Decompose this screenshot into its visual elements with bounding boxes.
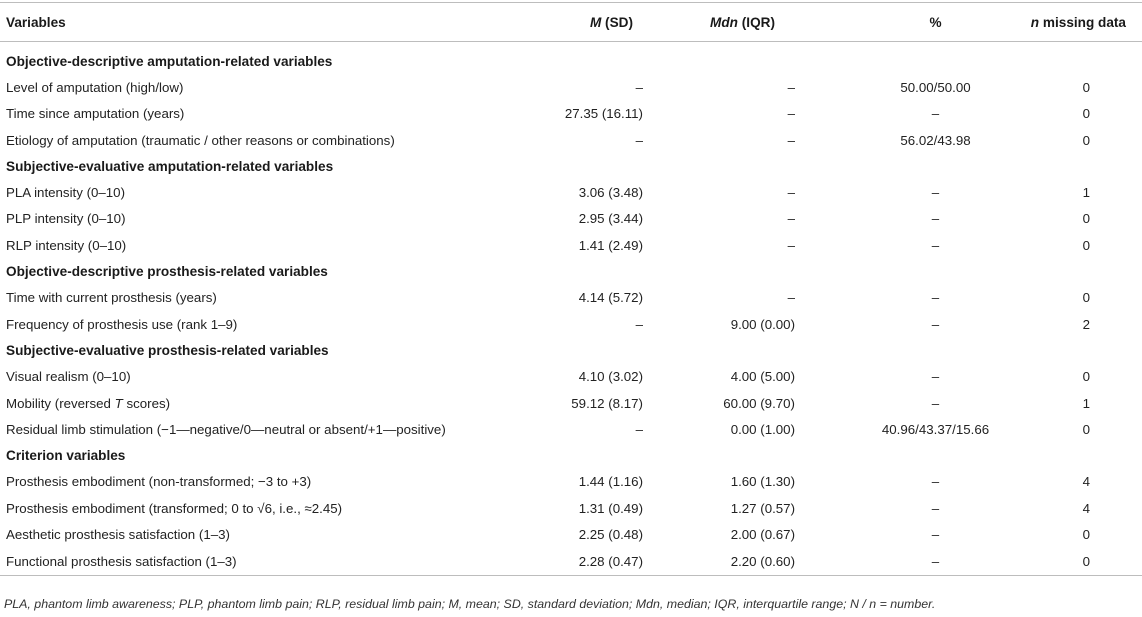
table-row	[0, 74, 1142, 100]
missing-cell: 0	[1082, 526, 1090, 542]
mean-sd-cell: 27.35 (16.11)	[564, 106, 643, 122]
percent-cell: –	[931, 290, 940, 306]
missing-cell: 4	[1082, 500, 1090, 516]
header-n-label: n	[1030, 14, 1040, 30]
mean-sd-cell: 1.44 (1.16)	[578, 474, 643, 490]
table-row	[0, 179, 1142, 205]
missing-cell: 0	[1082, 211, 1090, 227]
table-row	[0, 469, 1142, 495]
table-row	[0, 101, 1142, 127]
table-row	[0, 285, 1142, 311]
variable-cell: Prosthesis embodiment (transformed; 0 to √6, i.e., ≈2.45)	[6, 500, 343, 516]
median-iqr-cell: –	[787, 106, 795, 122]
variable-cell: Time since amputation (years)	[6, 106, 185, 122]
percent-cell: –	[931, 211, 940, 227]
header-missing	[990, 3, 1142, 42]
missing-cell: 0	[990, 548, 1142, 576]
variable-cell: Level of amputation (high/low)	[6, 79, 184, 95]
variable-cell: Functional prosthesis satisfaction (1–3)	[0, 548, 502, 576]
percent-cell: 56.02/43.98	[900, 132, 971, 148]
variable-cell: RLP intensity (0–10)	[6, 237, 127, 253]
section-header-row	[0, 42, 1142, 75]
mean-sd-cell: 2.95 (3.44)	[578, 211, 643, 227]
missing-cell: 1	[1082, 395, 1090, 411]
table-row	[0, 548, 1142, 576]
table-header	[0, 3, 1142, 42]
percent-cell: –	[931, 316, 940, 332]
mean-sd-cell: –	[635, 316, 643, 332]
section-header-row	[0, 337, 1142, 363]
header-mean-sd	[502, 3, 685, 42]
percent-cell: –	[833, 548, 990, 576]
header-sd-label: (SD)	[605, 14, 633, 30]
table-row	[0, 311, 1142, 337]
variable-cell: Etiology of amputation (traumatic / other reasons or combinations)	[6, 132, 395, 148]
variable-cell: Residual limb stimulation (−1—negative/0—neutral or absent/+1—positive)	[6, 421, 446, 437]
table-row	[0, 364, 1142, 390]
percent-cell: –	[931, 106, 940, 122]
section-title: Subjective-evaluative prosthesis-related variables	[6, 342, 329, 358]
section-title: Subjective-evaluative amputation-related variables	[6, 158, 334, 174]
missing-cell: 0	[1082, 421, 1090, 437]
missing-cell: 4	[1082, 474, 1090, 490]
variable-cell: Frequency of prosthesis use (rank 1–9)	[6, 316, 238, 332]
header-percent: %	[833, 3, 990, 42]
median-iqr-cell: 4.00 (5.00)	[730, 369, 795, 385]
median-iqr-cell: 1.60 (1.30)	[730, 474, 795, 490]
median-iqr-cell: –	[787, 290, 795, 306]
percent-cell: –	[931, 369, 940, 385]
median-iqr-cell: –	[787, 185, 795, 201]
table-row	[0, 206, 1142, 232]
percent-cell: –	[931, 526, 940, 542]
missing-cell: 0	[1082, 79, 1090, 95]
mean-sd-cell: 59.12 (8.17)	[571, 395, 643, 411]
missing-cell: 0	[1082, 132, 1090, 148]
percent-cell: –	[931, 474, 940, 490]
median-iqr-cell: 9.00 (0.00)	[730, 316, 795, 332]
percent-cell: –	[931, 237, 940, 253]
median-iqr-cell: 0.00 (1.00)	[730, 421, 795, 437]
table-row	[0, 416, 1142, 442]
missing-cell: 1	[1082, 185, 1090, 201]
variable-cell: Visual realism (0–10)	[6, 369, 131, 385]
missing-cell: 0	[1082, 369, 1090, 385]
mean-sd-cell: 1.31 (0.49)	[578, 500, 643, 516]
variable-cell: Time with current prosthesis (years)	[6, 290, 217, 306]
table-row	[0, 232, 1142, 258]
percent-cell: –	[931, 185, 940, 201]
variable-cell: PLA intensity (0–10)	[6, 185, 126, 201]
table-row	[0, 390, 1142, 416]
table-row	[0, 127, 1142, 153]
median-iqr-cell: 2.20 (0.60)	[685, 548, 833, 576]
median-iqr-cell: 2.00 (0.67)	[730, 526, 795, 542]
mean-sd-cell: 4.10 (3.02)	[578, 369, 643, 385]
median-iqr-cell: –	[787, 79, 795, 95]
variable-cell: Prosthesis embodiment (non-transformed; −3 to +3)	[6, 474, 312, 490]
descriptive-statistics-table	[0, 2, 1142, 576]
variable-cell: PLP intensity (0–10)	[6, 211, 126, 227]
mean-sd-cell: 2.28 (0.47)	[502, 548, 685, 576]
missing-cell: 2	[1082, 316, 1090, 332]
median-iqr-cell: –	[787, 237, 795, 253]
table-footnote: PLA, phantom limb awareness; PLP, phantom limb pain; RLP, residual limb pain; M, mean; SD, standard deviation; Mdn, median; IQR, interquartile range; N / n = number.	[4, 597, 936, 611]
mean-sd-cell: 1.41 (2.49)	[578, 237, 643, 253]
median-iqr-cell: –	[787, 132, 795, 148]
header-iqr-label: (IQR)	[741, 14, 775, 30]
header-variables: Variables	[0, 3, 502, 42]
header-missing-label: missing data	[1042, 14, 1126, 30]
missing-cell: 0	[1082, 290, 1090, 306]
percent-cell: 40.96/43.37/15.66	[881, 421, 990, 437]
header-mean-label: M	[589, 14, 602, 30]
mean-sd-cell: 3.06 (3.48)	[578, 185, 643, 201]
variable-cell: Mobility (reversed T scores)	[6, 395, 171, 411]
missing-cell: 0	[1082, 237, 1090, 253]
median-iqr-cell: –	[787, 211, 795, 227]
mean-sd-cell: 4.14 (5.72)	[578, 290, 643, 306]
percent-cell: 50.00/50.00	[900, 79, 971, 95]
header-row	[0, 3, 1142, 42]
median-iqr-cell: 1.27 (0.57)	[730, 500, 795, 516]
section-header-row	[0, 258, 1142, 284]
header-median-iqr	[685, 3, 833, 42]
mean-sd-cell: –	[635, 421, 643, 437]
header-median-label: Mdn	[710, 14, 738, 30]
section-title: Criterion variables	[6, 448, 126, 464]
mean-sd-cell: –	[635, 132, 643, 148]
variable-cell: Aesthetic prosthesis satisfaction (1–3)	[6, 526, 230, 542]
section-header-row	[0, 442, 1142, 468]
table-row	[0, 495, 1142, 521]
section-title: Objective-descriptive amputation-related variables	[6, 53, 333, 69]
percent-cell: –	[931, 395, 940, 411]
missing-cell: 0	[1082, 106, 1090, 122]
table-body	[0, 42, 1142, 576]
mean-sd-cell: 2.25 (0.48)	[578, 526, 643, 542]
section-header-row	[0, 153, 1142, 179]
table-row	[0, 521, 1142, 547]
median-iqr-cell: 60.00 (9.70)	[723, 395, 795, 411]
percent-cell: –	[931, 500, 940, 516]
mean-sd-cell: –	[635, 79, 643, 95]
section-title: Objective-descriptive prosthesis-related variables	[6, 264, 328, 280]
